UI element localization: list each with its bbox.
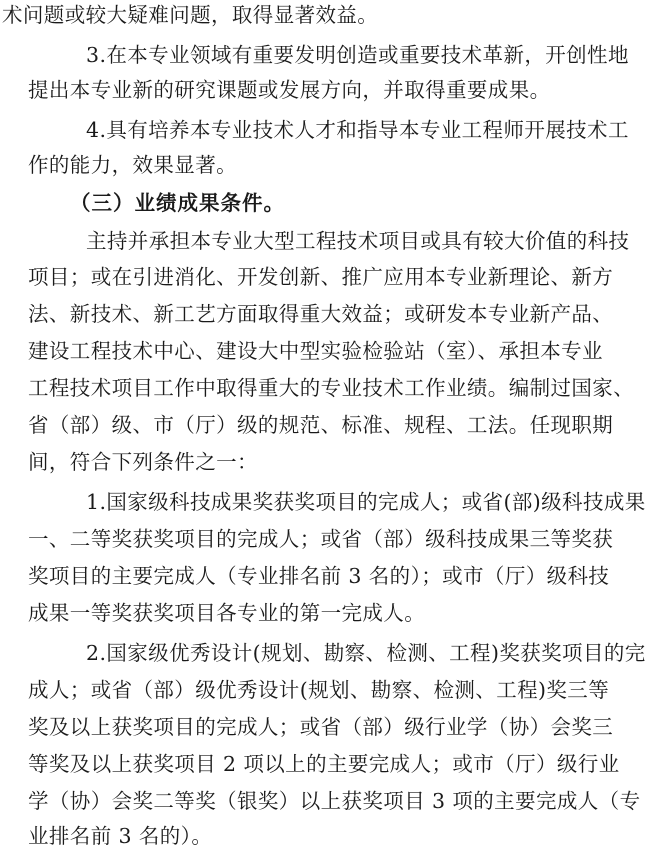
section-heading: （三）业绩成果条件。 — [70, 191, 285, 215]
text-line: 间，符合下列条件之一： — [28, 450, 258, 474]
text-line: 主持并承担本专业大型工程技术项目或具有较大价值的科技 — [86, 229, 630, 253]
text-line: 成人；或省（部）级优秀设计(规划、勘察、检测、工程)奖三等 — [28, 678, 610, 702]
text-line: 提出本专业新的研究课题或发展方向，并取得重要成果。 — [28, 78, 551, 102]
text-line: 学（协）会奖二等奖（银奖）以上获奖项目 3 项的主要完成人（专 — [28, 789, 641, 813]
text-line: 业排名前 3 名的）。 — [28, 824, 213, 848]
text-line: 奖及以上获奖项目的完成人；或省（部）级行业学（协）会奖三 — [28, 715, 614, 739]
text-line: 工程技术项目工作中取得重大的专业技术工作业绩。编制过国家、 — [28, 376, 635, 400]
text-line: 项目；或在引进消化、开发创新、推广应用本专业新理论、新方 — [28, 265, 614, 289]
text-line: 1.国家级科技成果奖获奖项目的完成人；或省(部)级科技成果 — [86, 490, 646, 514]
text-line: 等奖及以上获奖项目 2 项以上的主要完成人；或市（厅）级行业 — [28, 752, 620, 776]
text-line: 3.在本专业领域有重要发明创造或重要技术革新，开创性地 — [86, 43, 629, 67]
text-line: 省（部）级、市（厅）级的规范、标准、规程、工法。任现职期 — [28, 413, 614, 437]
text-line: 术问题或较大疑难问题，取得显著效益。 — [2, 3, 379, 27]
text-line: 一、二等奖获奖项目的完成人；或省（部）级科技成果三等奖获 — [28, 527, 614, 551]
text-line: 奖项目的主要完成人（专业排名前 3 名的）；或市（厅）级科技 — [28, 564, 610, 588]
text-line: 作的能力，效果显著。 — [28, 153, 237, 177]
text-line: 4.具有培养本专业技术人才和指导本专业工程师开展技术工 — [86, 118, 629, 142]
text-line: 2.国家级优秀设计(规划、勘察、检测、工程)奖获奖项目的完 — [86, 641, 646, 665]
text-line: 建设工程技术中心、建设大中型实验检验站（室）、承担本专业 — [28, 339, 603, 363]
text-line: 法、新技术、新工艺方面取得重大效益；或研发本专业新产品、 — [28, 302, 614, 326]
text-line: 成果一等奖获奖项目各专业的第一完成人。 — [28, 601, 426, 625]
